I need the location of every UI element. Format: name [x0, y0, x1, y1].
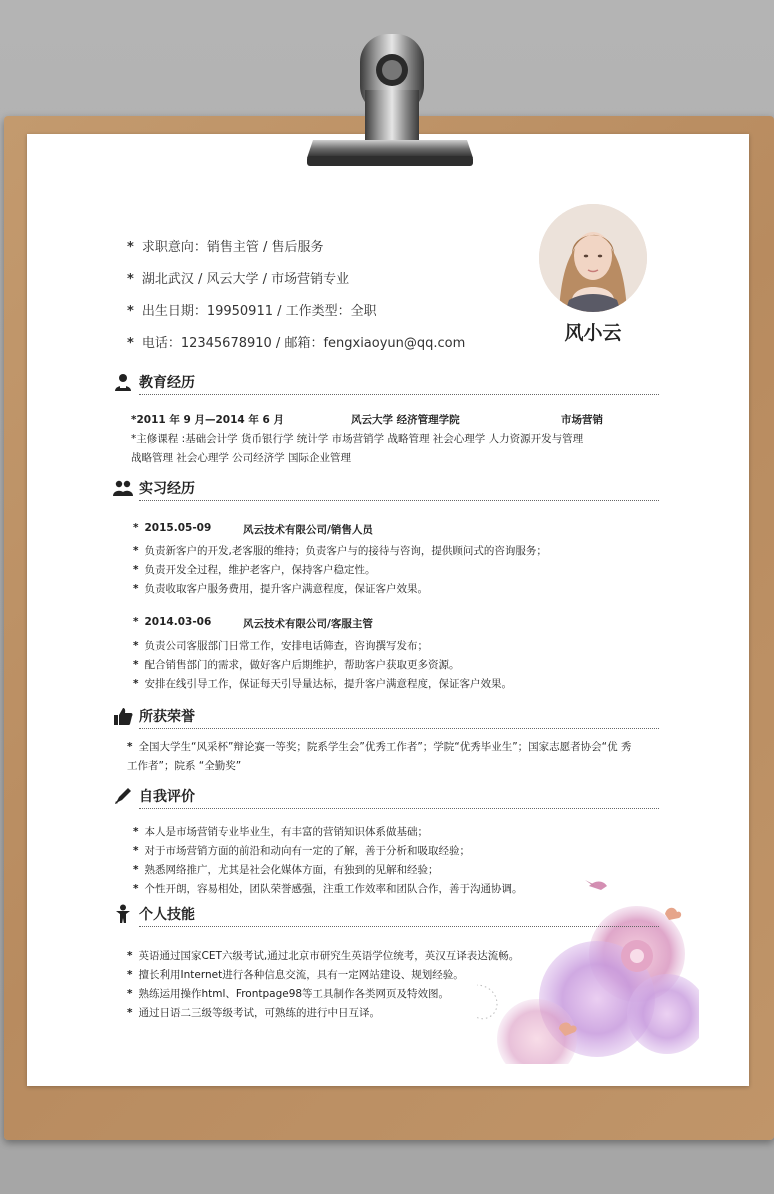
section-education: 教育经历: [113, 370, 659, 396]
info-contact: * 电话：12345678910 / 邮箱：fengxiaoyun@qq.com: [127, 336, 466, 351]
job-date: * 2015.05-09: [133, 522, 212, 534]
skill-item: * 通过日语二三级等级考试，可熟练的进行中日互译。: [127, 1007, 380, 1019]
divider: [139, 500, 659, 501]
job-duty: * 安排在线引导工作，保证每天引导量达标，提升客户满意程度，保证客户效果。: [133, 678, 512, 690]
job-duty: * 负责收取客户服务费用，提升客户满意程度，保证客户效果。: [133, 583, 428, 595]
job-company: 风云技术有限公司/销售人员: [243, 524, 373, 536]
skill-item: * 英语通过国家CET六级考试,通过北京市研究生英语学位统考，英汉互译表达流畅。: [127, 950, 520, 962]
self-eval-item: * 熟悉网络推广，尤其是社会化媒体方面，有独到的见解和经验；: [133, 864, 439, 876]
info-job-intent: * 求职意向：销售主管 / 售后服务: [127, 240, 324, 255]
candidate-name: 风小云: [564, 322, 622, 344]
avatar: [539, 204, 647, 312]
section-self-eval: 自我评价: [113, 784, 659, 810]
divider: [139, 808, 659, 809]
section-internship: 实习经历: [113, 476, 659, 502]
divider: [139, 394, 659, 395]
job-duty: * 负责公司客服部门日常工作，安排电话筛查，咨询撰写发布；: [133, 640, 428, 652]
self-eval-item: * 本人是市场营销专业毕业生，有丰富的营销知识体系做基础；: [133, 826, 428, 838]
job-duty: * 负责开发全过程，维护老客户，保持客户稳定性。: [133, 564, 376, 576]
job-company: 风云技术有限公司/客服主管: [243, 618, 373, 630]
divider: [139, 728, 659, 729]
info-school: * 湖北武汉 / 风云大学 / 市场营销专业: [127, 272, 350, 287]
edu-major: 市场营销: [561, 414, 603, 426]
honors-line-2: 工作者”；院系 “全勤奖”: [127, 760, 242, 772]
resume-paper: [27, 134, 749, 1086]
person-standing-icon: [113, 904, 133, 924]
job-date: * 2014.03-06: [133, 616, 212, 628]
group-icon: [113, 478, 133, 498]
divider: [139, 926, 659, 927]
job-duty: * 负责新客户的开发,老客服的维持；负责客户与的接待与咨询，提供顾问式的咨询服务；: [133, 545, 547, 557]
self-eval-item: * 个性开朗，容易相处，团队荣誉感强，注重工作效率和团队合作，善于沟通协调。: [133, 883, 523, 895]
edu-school: 风云大学 经济管理学院: [351, 414, 460, 426]
pen-icon: [113, 786, 133, 806]
person-icon: [113, 372, 133, 392]
binder-clip: [305, 28, 475, 178]
edu-period: *2011 年 9 月—2014 年 6 月: [131, 414, 284, 426]
section-skills: 个人技能: [113, 902, 659, 928]
edu-courses-2: 战略管理 社会心理学 公司经济学 国际企业管理: [131, 452, 352, 464]
skill-item: * 熟练运用操作html、Frontpage98等工具制作各类网页及特效图。: [127, 988, 450, 1000]
section-honors: 所获荣誉: [113, 704, 659, 730]
honors-line-1: * 全国大学生“风采杯”辩论赛一等奖；院系学生会”优秀工作者”；学院“优秀毕业生”；国家志愿者协会“优 秀: [127, 741, 632, 753]
edu-courses-1: *主修课程 :基础会计学 货币银行学 统计学 市场营销学 战略管理 社会心理学 人力资源开发与管理: [131, 433, 584, 445]
self-eval-item: * 对于市场营销方面的前沿和动向有一定的了解，善于分析和吸取经验；: [133, 845, 470, 857]
job-duty: * 配合销售部门的需求，做好客户后期维护，帮助客户获取更多资源。: [133, 659, 460, 671]
skill-item: * 擅长利用Internet进行各种信息交流，具有一定网站建设、规划经验。: [127, 969, 464, 981]
info-birth: * 出生日期：19950911 / 工作类型：全职: [127, 304, 377, 319]
thumbs-up-icon: [113, 706, 133, 726]
